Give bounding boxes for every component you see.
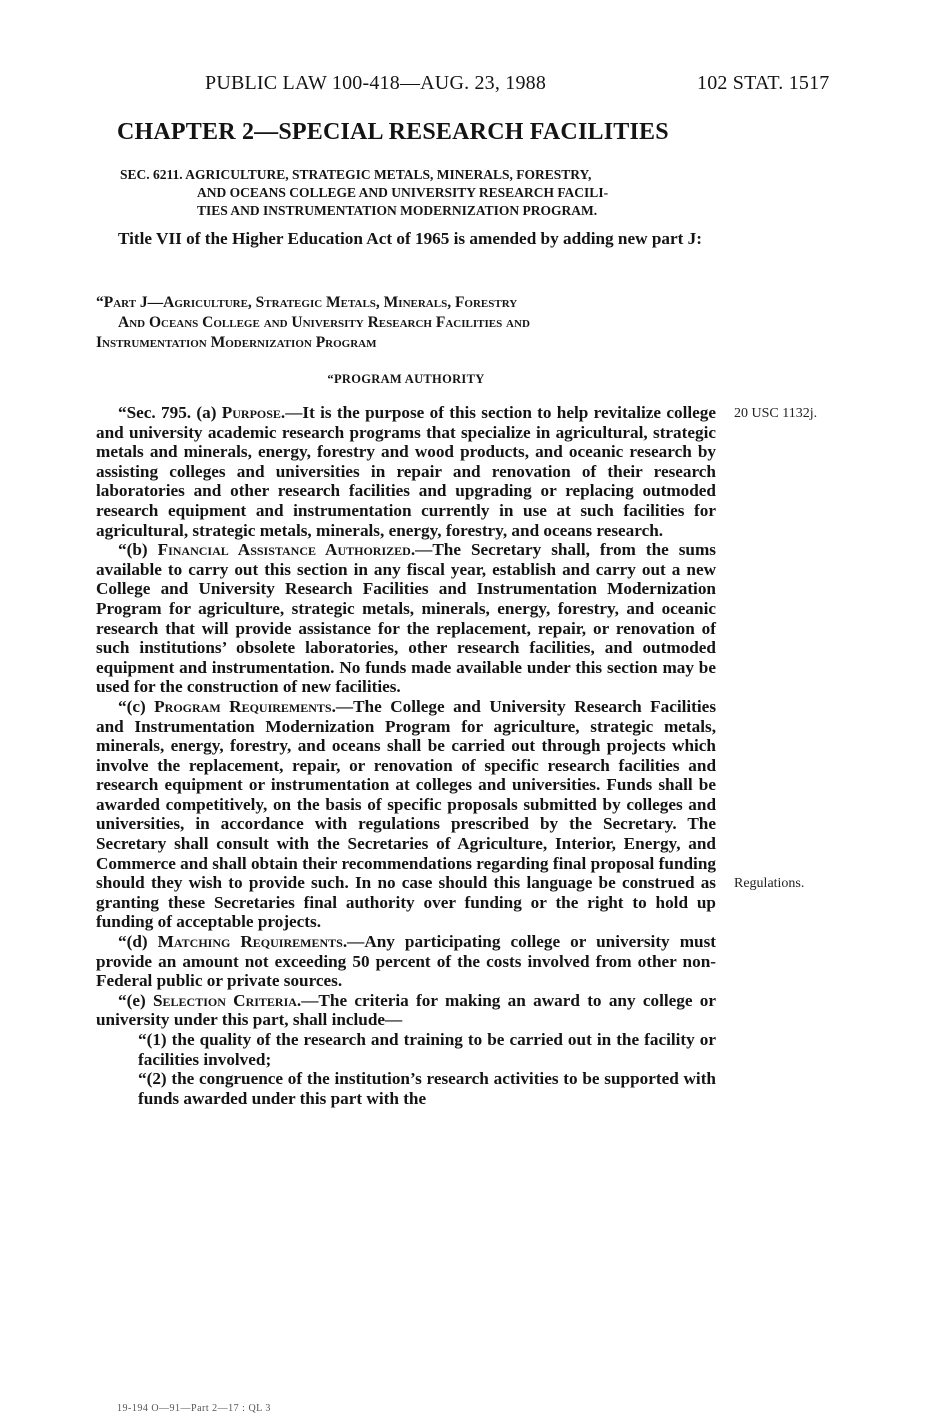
criteria-item-2 [96, 1069, 716, 1108]
print-code-footer: 19-194 O—91—Part 2—17 : QL 3 [117, 1403, 271, 1414]
section-heading [120, 166, 716, 220]
subsection-d-lead: “(d) [118, 932, 158, 952]
part-title [96, 293, 716, 353]
subsection-c [96, 697, 716, 932]
chapter-title: CHAPTER 2—SPECIAL RESEARCH FACILITIES [117, 119, 669, 145]
subsection-e-lead: “(e) [118, 990, 153, 1010]
section-heading-line-1: SEC. 6211. AGRICULTURE, STRATEGIC METALS, MINERALS, FORESTRY, [120, 167, 592, 182]
criteria-item-1 [96, 1030, 716, 1069]
part-title-line-2: And Oceans College and University Research Facilities and [118, 314, 530, 331]
intro-paragraph: Title VII of the Higher Education Act of 1965 is amended by adding new part J: [118, 229, 702, 248]
statute-reference: 102 STAT. 1517 [697, 72, 830, 94]
part-title-line-3: Instrumentation Modernization Program [96, 334, 377, 351]
margin-note-regulations: Regulations. [734, 876, 805, 891]
section-heading-line-2: AND OCEANS COLLEGE AND UNIVERSITY RESEARCH FACILI- [197, 185, 609, 200]
running-title: PUBLIC LAW 100-418—AUG. 23, 1988 [205, 72, 547, 94]
subsection-b [96, 540, 716, 697]
subsection-e-caption: Selection Criteria. [152, 990, 302, 1010]
subsection-b-caption: Financial Assistance Authorized. [157, 540, 416, 560]
subsection-c-text: —The College and University Research Facilities and Instrumentation Modernization Program for agriculture, strategic metals, minerals, energy, forestry, and oceans shall be carried out through projects which involve the replacement, repair, or renovation of specific research facilities and research equipment or instrumentation at colleges and universities. Funds shall be awarded competitively, on the basis of specific proposals submitted by colleges and universities, in accordance with regulations prescribed by the Secretary. The Secretary shall consult with the Secretaries of Agriculture, Interior, Energy, and Commerce and shall obtain their recommendations regarding final proposal funding should they wish to provide such. In no case should this language be construed as granting these Secretaries final authority over funding or the right to hold up funding of acceptable projects. [96, 696, 717, 932]
subsection-a [96, 403, 716, 540]
subsection-d-text: —Any participating college or university must provide an amount not exceeding 50 percent of the costs involved from other non-Federal public or private sources. [96, 932, 716, 991]
section-body [96, 403, 716, 1108]
subsection-d [96, 932, 716, 991]
criteria-item-2-text: “(2) the congruence of the institution’s research activities to be supported with funds awarded under this part with the [138, 1069, 716, 1108]
subsection-a-caption: Purpose. [221, 403, 286, 422]
subsection-b-text: —The Secretary shall, from the sums available to carry out this section in any fiscal year, establish and carry out a new College and University Research Facilities and Instrumentation Modernization Program for agriculture, strategic metals, minerals, energy, forestry, and oceanic research that will provide assistance for the replacement, repair, or renovation of such institutions’ obsolete laboratories, other research facilities, and outmoded equipment and instrumentation. No funds made available under this section may be used for the construction of new facilities. [96, 540, 716, 697]
subsection-e [96, 991, 716, 1030]
subsection-d-caption: Matching Requirements. [157, 932, 348, 952]
subsection-c-lead: “(c) [118, 696, 155, 716]
subsection-a-lead: “Sec. 795. (a) [118, 403, 222, 422]
criteria-item-1-text: “(1) the quality of the research and training to be carried out in the facility or facilities involved; [138, 1030, 716, 1069]
subsection-e-text: —The criteria for making an award to any college or university under this part, shall include— [96, 990, 716, 1030]
subsection-b-lead: “(b) [118, 540, 158, 560]
part-title-line-1: “Part J—Agriculture, Strategic Metals, Minerals, Forestry [96, 294, 518, 311]
subsection-c-caption: Program Requirements. [154, 696, 336, 716]
program-authority-heading: “PROGRAM AUTHORITY [327, 372, 485, 386]
subsection-a-text: —It is the purpose of this section to help revitalize college and university academic research programs that specialize in agricultural, strategic metals and minerals, energy, forestry and wood products, and oceanic research by assisting colleges and universities in repair and renovation of their research laboratories and other research facilities and upgrading or replacing outmoded research equipment and instrumentation currently in use at such facilities for agricultural, strategic metals, minerals, energy, forestry, and oceans research. [96, 403, 716, 540]
section-heading-line-3: TIES AND INSTRUMENTATION MODERNIZATION PROGRAM. [197, 203, 598, 218]
margin-note-usc: 20 USC 1132j. [734, 406, 818, 421]
